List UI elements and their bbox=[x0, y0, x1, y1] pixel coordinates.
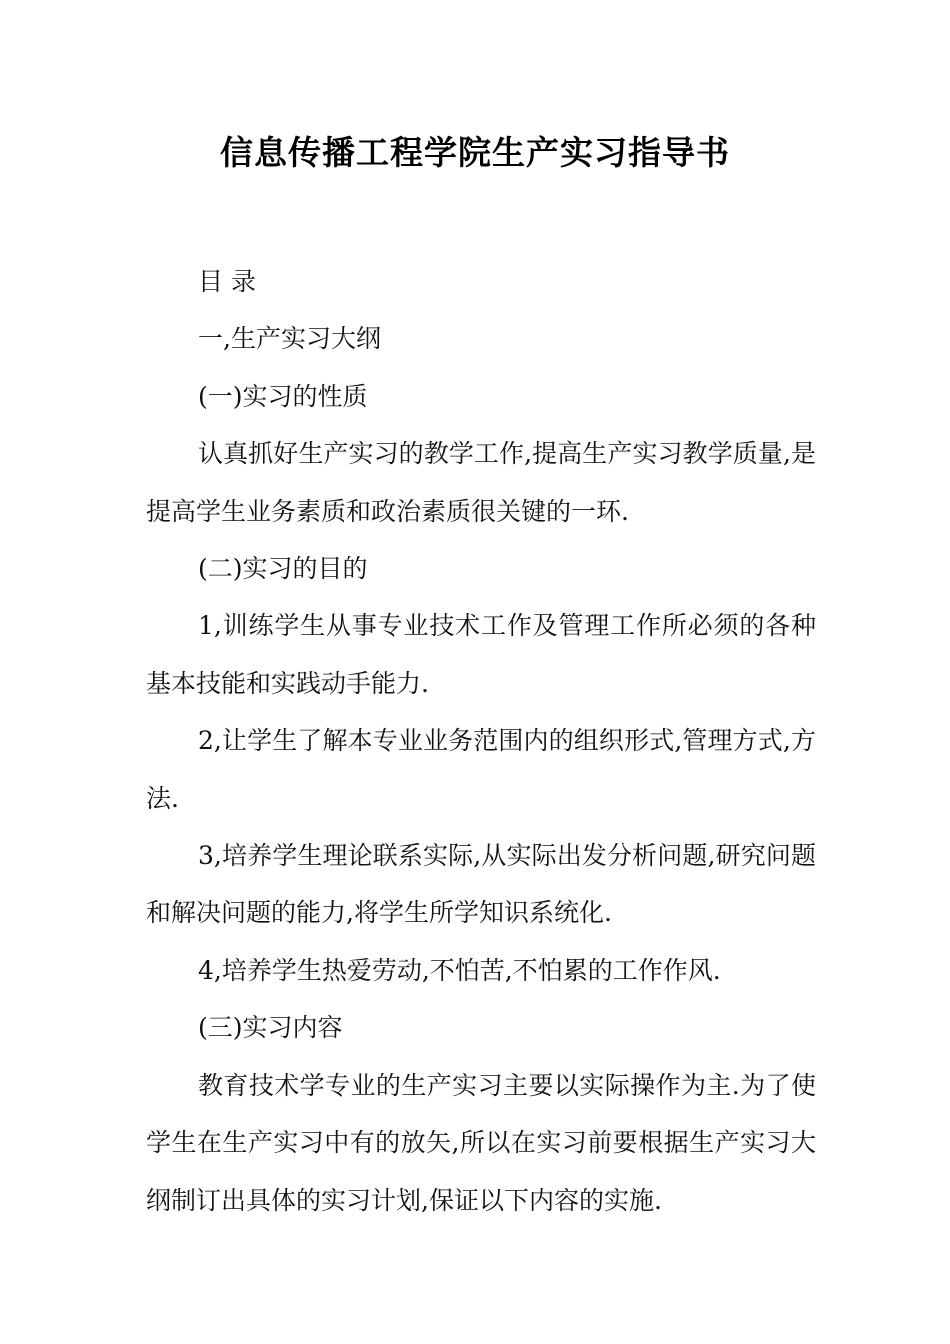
toc-heading: 目 录 bbox=[198, 267, 256, 296]
paragraph-nature: 认真抓好生产实习的教学工作,提高生产实习教学质量,是提高学生业务素质和政治素质很关键的一环. bbox=[146, 439, 816, 526]
list-item-purpose-4: 4,培养学生热爱劳动,不怕苦,不怕累的工作作风. bbox=[198, 955, 721, 985]
subsection-heading-content: (三)实习内容 bbox=[198, 1013, 343, 1043]
subsection-heading-nature: (一)实习的性质 bbox=[198, 381, 368, 411]
list-item-purpose-2: 2,让学生了解本专业业务范围内的组织形式,管理方式,方法. bbox=[146, 726, 816, 813]
subsection-heading-purpose: (二)实习的目的 bbox=[198, 554, 368, 584]
list-item-purpose-1: 1,训练学生从事专业技术工作及管理工作所必须的各种基本技能和实践动手能力. bbox=[146, 611, 816, 698]
paragraph-content: 教育技术学专业的生产实习主要以实际操作为主.为了使学生在生产实习中有的放矢,所以在实习前要根据生产实习大纲制订出具体的实习计划,保证以下内容的实施. bbox=[146, 1070, 816, 1215]
list-item-purpose-3: 3,培养学生理论联系实际,从实际出发分析问题,研究问题和解决问题的能力,将学生所学知识系统化. bbox=[146, 841, 816, 928]
section-heading-outline: 一,生产实习大纲 bbox=[198, 324, 381, 354]
document-body bbox=[146, 253, 816, 1229]
document-title: 信息传播工程学院生产实习指导书 bbox=[220, 133, 730, 172]
